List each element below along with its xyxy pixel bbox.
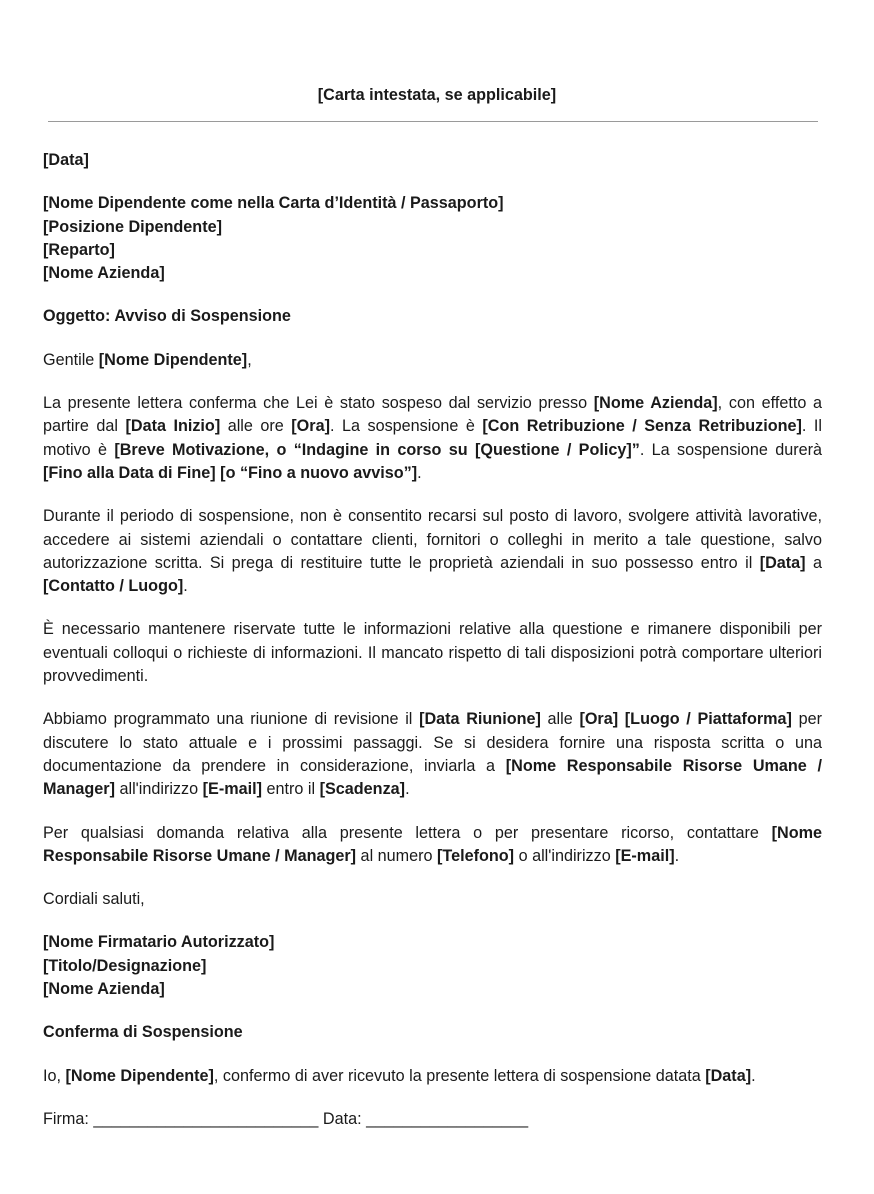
signatory-title: [Titolo/Designazione]	[43, 956, 207, 975]
signatory-block	[43, 931, 822, 1001]
letterhead: [Carta intestata, se applicabile]	[317, 86, 557, 104]
letter-body	[43, 149, 822, 1151]
paragraph-review-meeting: Abbiamo programmato una riunione di revisione il [Data Riunione] alle [Ora] [Luogo / Piattaforma] per discutere lo stato attuale e i prossimi passaggi. Se si desidera fornire una risposta scritta o una documentazione da prendere in considerazione, inviarla a [Nome Responsabile Risorse Umane / Manager] all'indirizzo [E-mail] entro il [Scadenza].	[43, 710, 822, 799]
signatory-company: [Nome Azienda]	[43, 980, 165, 999]
confirmation-heading: Conferma di Sospensione	[43, 1023, 243, 1042]
signature-line: Firma: _________________________ Data: __________________	[43, 1109, 529, 1128]
paragraph-restrictions: Durante il periodo di sospensione, non è consentito recarsi sul posto di lavoro, svolgere attività lavorative, accedere ai sistemi aziendali o contattare clienti, fornitori o colleghi in merito a tale questione, salvo autorizzazione scritta. Si prega di restituire tutte le proprietà aziendali in suo possesso entro il [Data] a [Contatto / Luogo].	[43, 507, 822, 596]
paragraph-suspension-notice: La presente lettera conferma che Lei è stato sospeso dal servizio presso [Nome Azienda], con effetto a partire dal [Data Inizio] alle ore [Ora]. La sospensione è [Con Retribuzione / Senza Retribuzione]. Il motivo è [Breve Motivazione, o “Indagine in corso su [Questione / Policy]”. La sospensione durerà [Fino alla Data di Fine] [o “Fino a nuovo avviso”].	[43, 394, 823, 482]
recipient-block	[43, 192, 822, 285]
closing: Cordiali saluti,	[43, 890, 145, 909]
signatory-name: [Nome Firmatario Autorizzato]	[43, 933, 275, 952]
header-divider	[48, 121, 818, 122]
recipient-position: [Posizione Dipendente]	[43, 217, 222, 236]
recipient-name: [Nome Dipendente come nella Carta d’Identità / Passaporto]	[43, 194, 504, 213]
paragraph-confidentiality: È necessario mantenere riservate tutte le informazioni relative alla questione e rimanere disponibili per eventuali colloqui o richieste di informazioni. Il mancato rispetto di tali disposizioni potrà comportare ulteriori provvedimenti.	[43, 620, 822, 686]
letter-date: [Data]	[43, 151, 89, 169]
recipient-company: [Nome Azienda]	[43, 264, 165, 283]
greeting: Gentile [Nome Dipendente],	[43, 350, 252, 369]
confirmation-statement: Io, [Nome Dipendente], confermo di aver ricevuto la presente lettera di sospensione datata [Data].	[43, 1066, 756, 1085]
recipient-department: [Reparto]	[43, 240, 115, 259]
paragraph-contact: Per qualsiasi domanda relativa alla presente lettera o per presentare ricorso, contattare [Nome Responsabile Risorse Umane / Manager] al numero [Telefono] o all'indirizzo [E-mail].	[43, 823, 822, 865]
subject-line: Oggetto: Avviso di Sospensione	[43, 307, 291, 326]
